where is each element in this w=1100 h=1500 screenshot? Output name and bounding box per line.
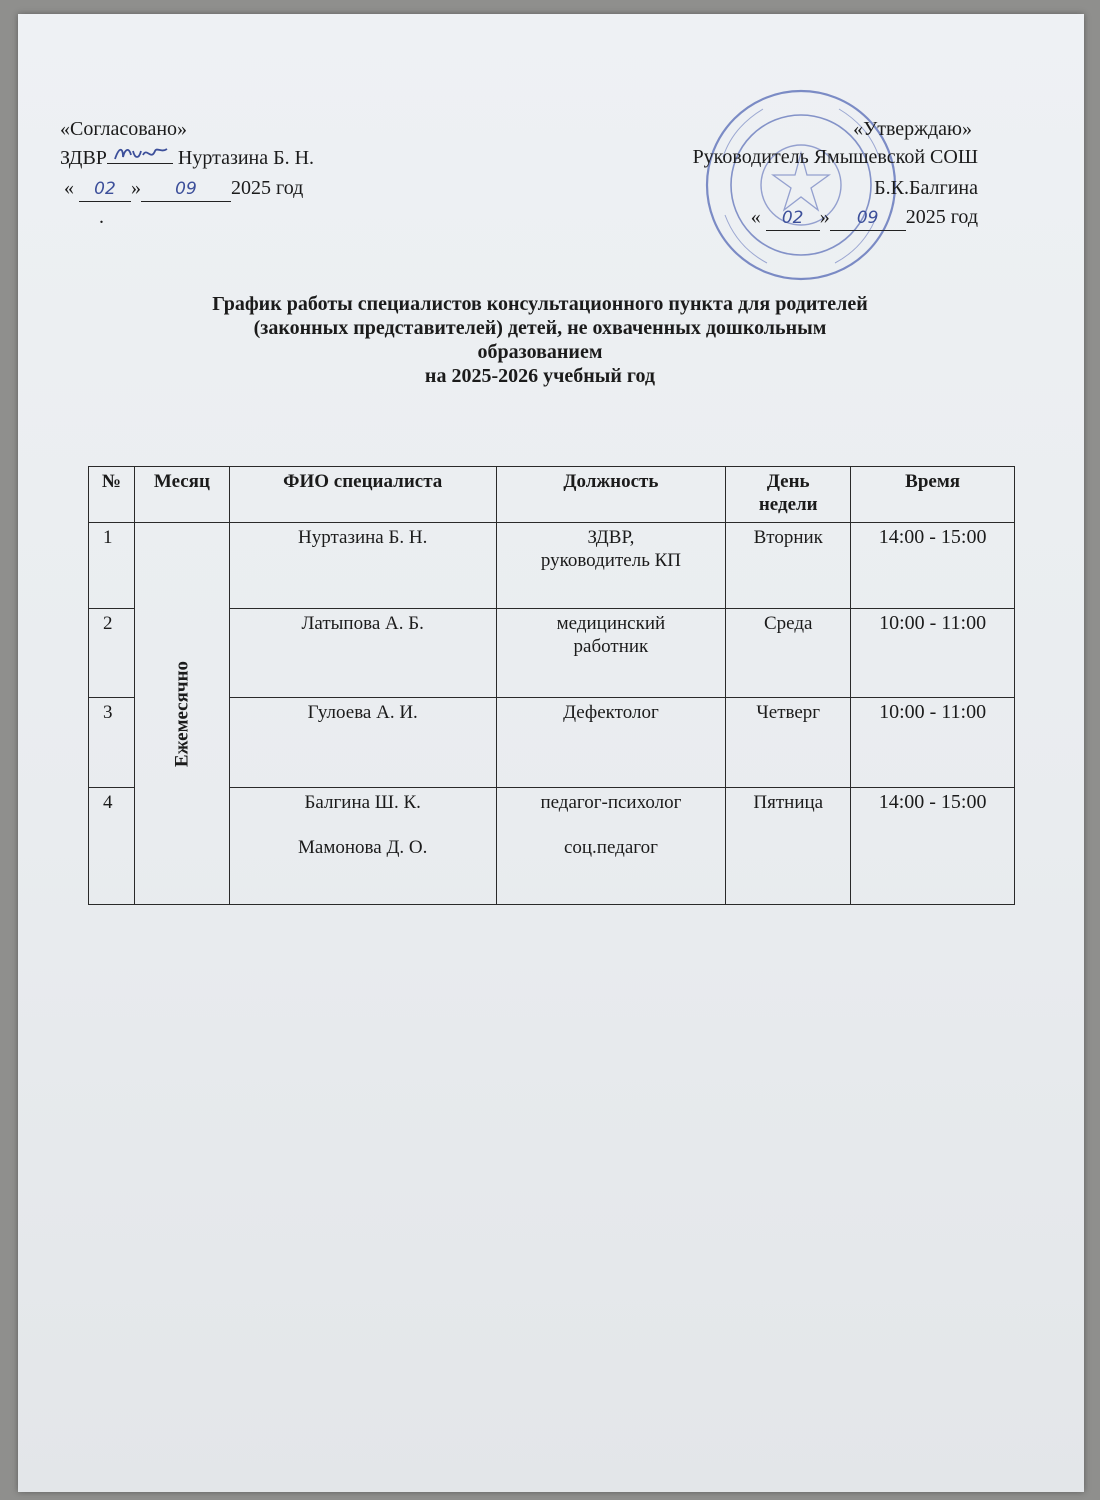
- position-line-1: ЗДВР,: [587, 527, 635, 548]
- row-name: Латыпова А. Б.: [229, 609, 496, 698]
- quote-close: »: [131, 177, 141, 199]
- row-name: [229, 788, 496, 905]
- row-time: 10:00 - 11:00: [851, 609, 1015, 698]
- stray-dot: .: [99, 206, 104, 228]
- row-position: [496, 609, 726, 698]
- agreed-year: 2025 год: [231, 177, 304, 199]
- header-time: Время: [851, 467, 1015, 523]
- title-line-2: (законных представителей) детей, не охваченных дошкольным: [253, 317, 827, 339]
- title-line-3: образованием: [477, 341, 603, 363]
- quote-close: »: [819, 206, 830, 228]
- month-cell: [134, 523, 229, 905]
- agreed-month: 09: [141, 177, 231, 202]
- month-value: Ежемесячно: [171, 660, 193, 767]
- approve-month: 09: [830, 206, 906, 231]
- row-position: [496, 523, 726, 609]
- position-line-1: педагог-психолог: [540, 792, 682, 813]
- row-position: [496, 788, 726, 905]
- row-name: Нуртазина Б. Н.: [229, 523, 496, 609]
- agreed-day: 02: [79, 177, 131, 202]
- row-name: Гулоева А. И.: [229, 698, 496, 788]
- name-line-2: Мамонова Д. О.: [298, 837, 428, 858]
- table-header-row: [89, 467, 1015, 523]
- row-position: Дефектолог: [496, 698, 726, 788]
- signature-line: [107, 145, 173, 164]
- agreed-position: ЗДВР: [60, 147, 107, 169]
- quote-open: «: [750, 206, 761, 228]
- agreed-label: «Согласовано»: [60, 118, 188, 140]
- header-day: [726, 467, 851, 523]
- approve-year: 2025 год: [905, 206, 978, 228]
- document-title: [60, 292, 1020, 388]
- row-day: Вторник: [726, 523, 851, 609]
- title-line-4: на 2025-2026 учебный год: [424, 365, 656, 387]
- row-num: 4: [89, 788, 135, 905]
- row-time: 14:00 - 15:00: [851, 523, 1015, 609]
- row-day: Четверг: [726, 698, 851, 788]
- approve-position: Руководитель Ямышевской СОШ: [692, 146, 978, 168]
- row-time: 10:00 - 11:00: [851, 698, 1015, 788]
- row-num: 1: [89, 523, 135, 609]
- quote-open: «: [64, 177, 74, 199]
- approve-name: Б.К.Балгина: [874, 177, 978, 199]
- agreed-signature-line: [60, 145, 314, 170]
- row-num: 2: [89, 609, 135, 698]
- approve-date: [751, 205, 978, 231]
- row-day: Среда: [726, 609, 851, 698]
- table-row: [89, 523, 1015, 609]
- row-time: 14:00 - 15:00: [851, 788, 1015, 905]
- position-line-2: руководитель КП: [540, 550, 681, 571]
- position-line-1: медицинский: [556, 613, 666, 634]
- header-month: Месяц: [134, 467, 229, 523]
- name-line-1: Балгина Ш. К.: [304, 792, 421, 813]
- agreed-name: Нуртазина Б. Н.: [177, 147, 315, 169]
- handwritten-signature-icon: [111, 143, 171, 165]
- schedule-table: [88, 466, 1015, 905]
- position-line-2: работник: [573, 636, 649, 657]
- header-day-line-2: недели: [758, 494, 818, 515]
- title-line-1: График работы специалистов консультационного пункта для родителей: [212, 293, 868, 315]
- row-num: 3: [89, 698, 135, 788]
- header-position: Должность: [496, 467, 726, 523]
- approve-label: «Утверждаю»: [853, 118, 972, 140]
- header-num: №: [89, 467, 135, 523]
- position-line-2: соц.педагог: [563, 837, 658, 858]
- header-name: ФИО специалиста: [229, 467, 496, 523]
- row-day: Пятница: [726, 788, 851, 905]
- agreed-date: [64, 176, 303, 202]
- header-day-line-1: День: [766, 471, 810, 492]
- approve-day: 02: [766, 206, 820, 231]
